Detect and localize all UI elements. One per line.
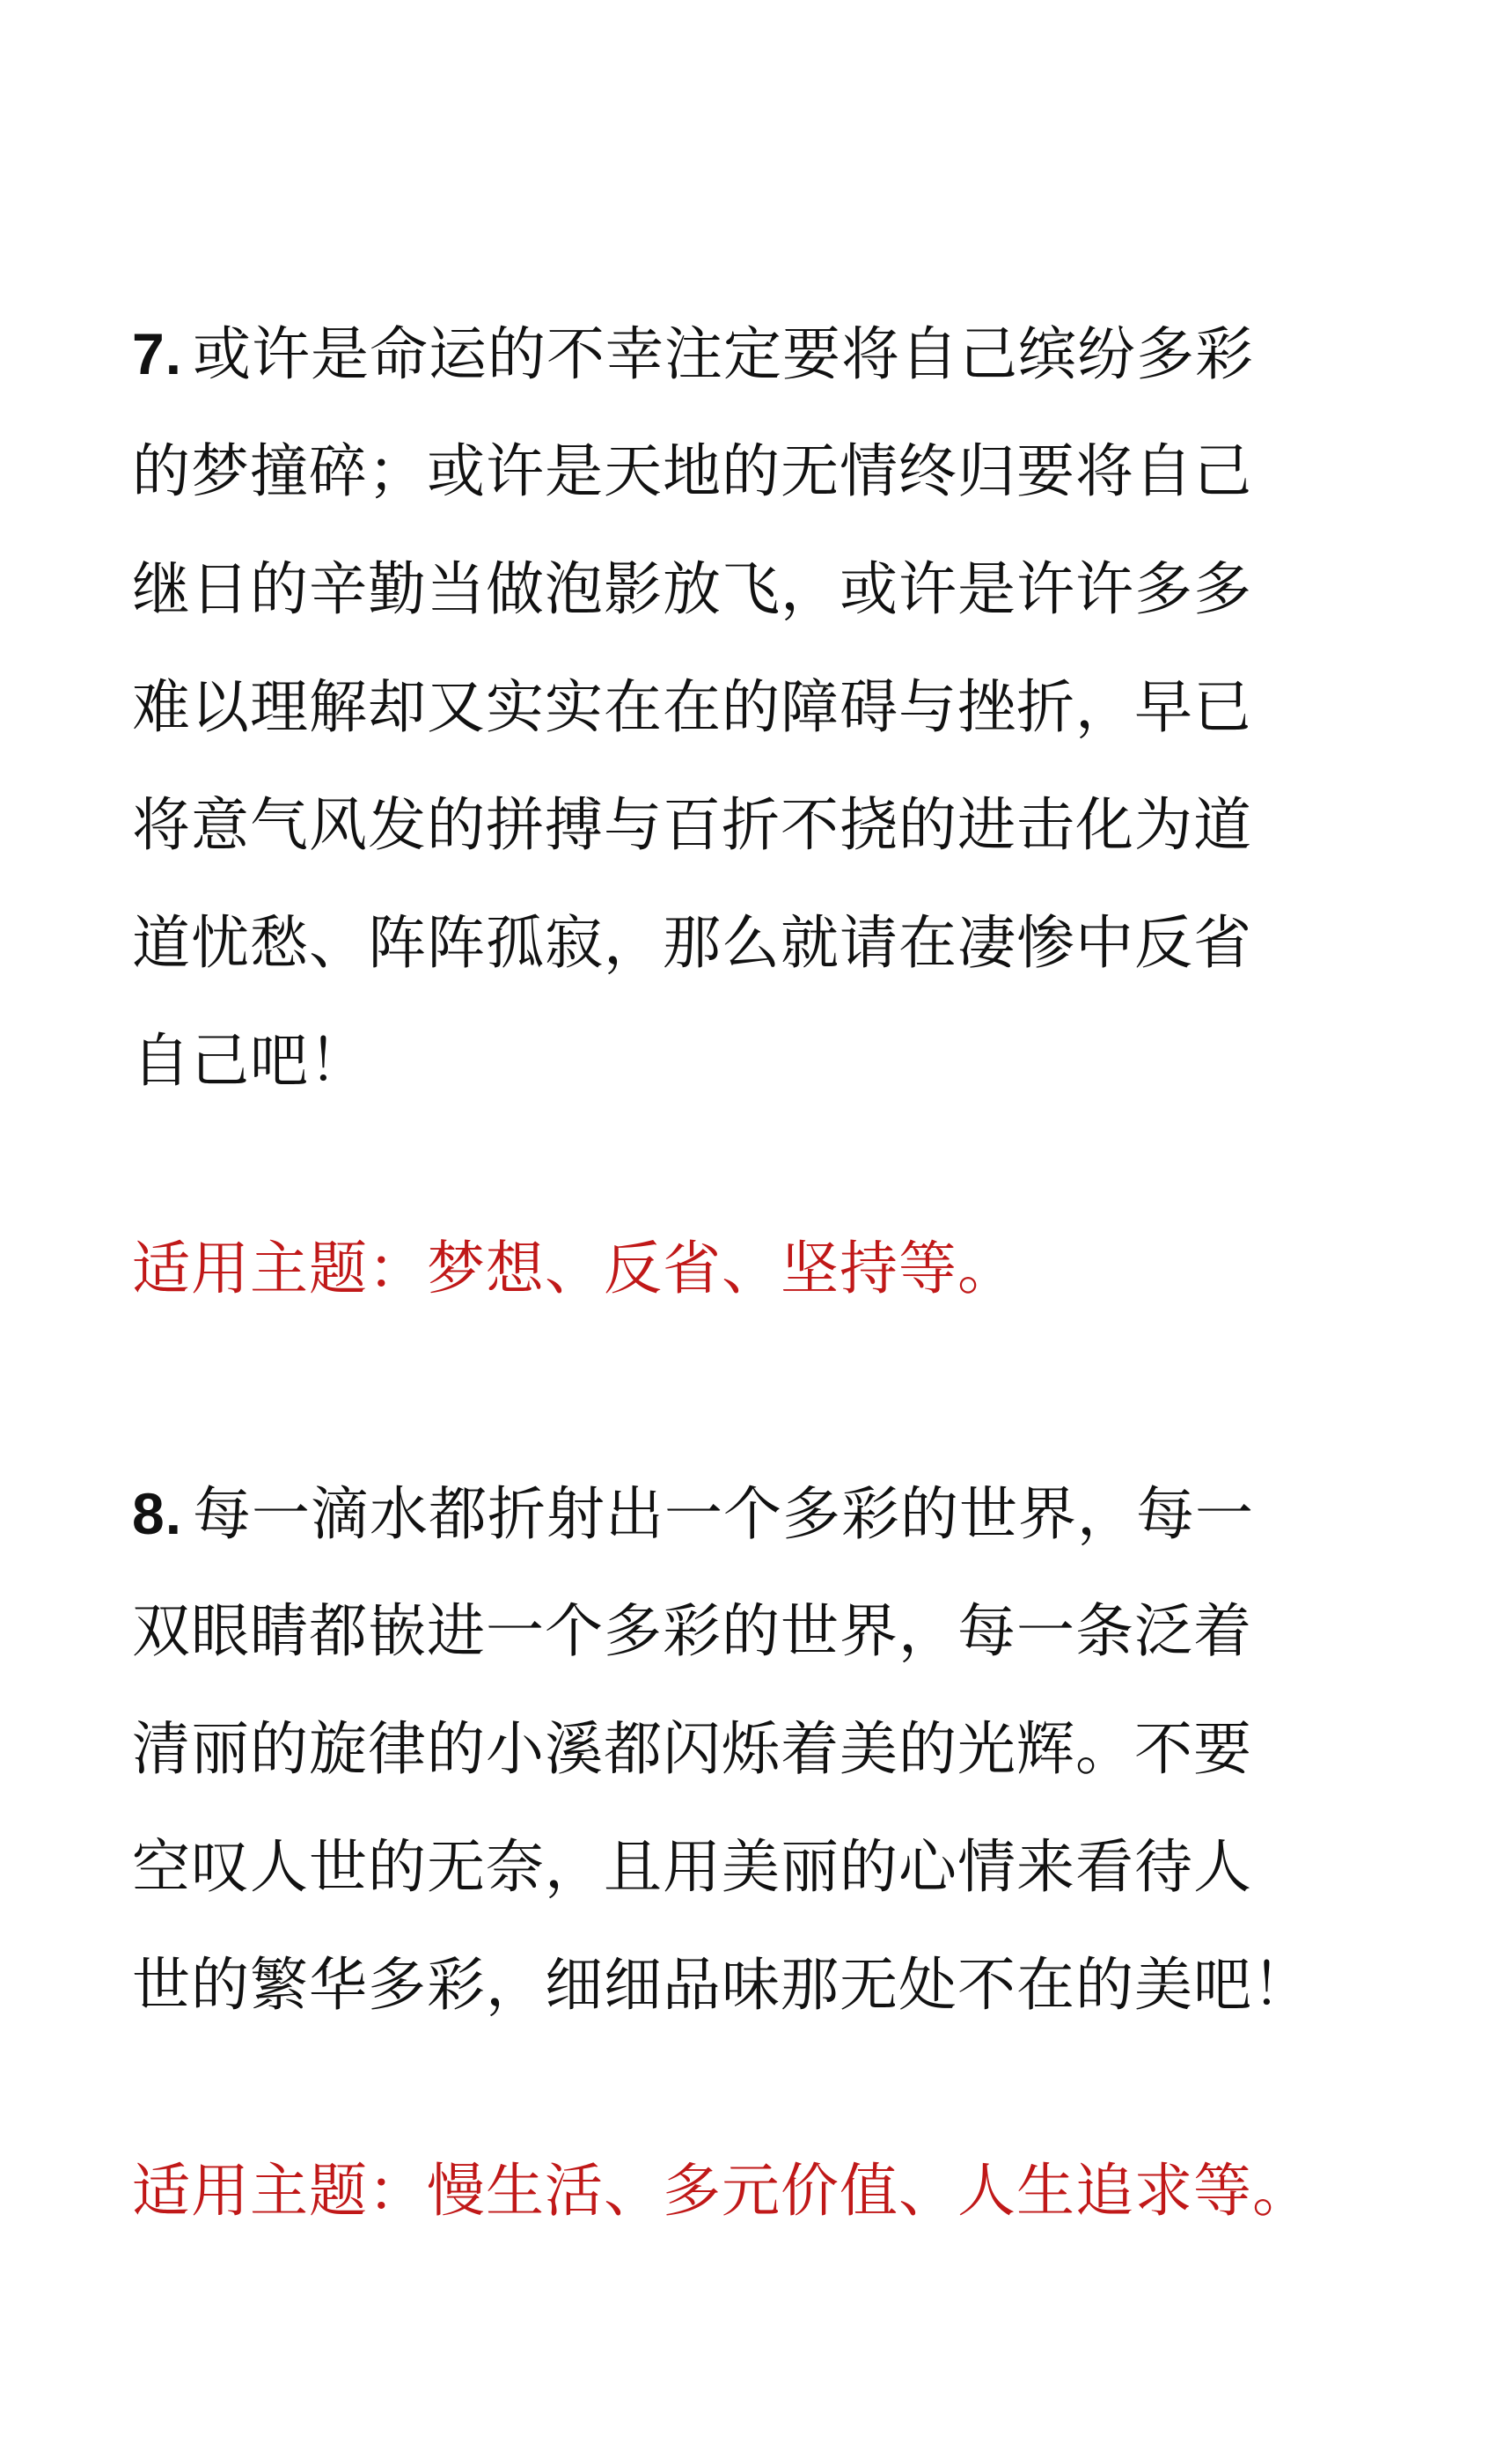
paragraph-line: 自己吧！ bbox=[132, 1027, 368, 1095]
entry-7-line-1 bbox=[132, 319, 1254, 389]
paragraph-line: 世的繁华多彩，细细品味那无处不在的美吧！ bbox=[132, 1951, 1311, 2019]
theme-line: 适用主题：慢生活、多元价值、人生追求等。 bbox=[132, 2157, 1311, 2225]
paragraph-line: 难以理解却又实实在在的障碍与挫折，早已 bbox=[132, 673, 1252, 741]
entry-number: 7. bbox=[132, 321, 183, 386]
entry-8-line-1 bbox=[132, 1478, 1254, 1549]
entry-number: 8. bbox=[132, 1481, 183, 1546]
paragraph-line: 的梦撞碎；或许是天地的无情终归要将自己 bbox=[132, 437, 1252, 505]
paragraph-line: 继日的辛勤当做泡影放飞，或许是许许多多 bbox=[132, 555, 1252, 623]
paragraph-line: 道忧愁、阵阵孤寂，那么就请在凄惨中反省 bbox=[132, 909, 1252, 977]
paragraph-line: 或许是命运的不幸注定要将自己缤纷多彩 bbox=[193, 320, 1255, 388]
paragraph-line: 每一滴水都折射出一个多彩的世界，每一 bbox=[193, 1480, 1255, 1548]
paragraph-line: 将意气风发的拼搏与百折不挠的进击化为道 bbox=[132, 791, 1252, 859]
theme-line: 适用主题：梦想、反省、坚持等。 bbox=[132, 1235, 1016, 1302]
paragraph-line: 清丽的旋律的小溪都闪烁着美的光辉。不要 bbox=[132, 1715, 1252, 1783]
paragraph-line: 双眼睛都嵌进一个多彩的世界，每一条泛着 bbox=[132, 1597, 1252, 1665]
paragraph-line: 空叹人世的无奈，且用美丽的心情来看待人 bbox=[132, 1833, 1252, 1901]
